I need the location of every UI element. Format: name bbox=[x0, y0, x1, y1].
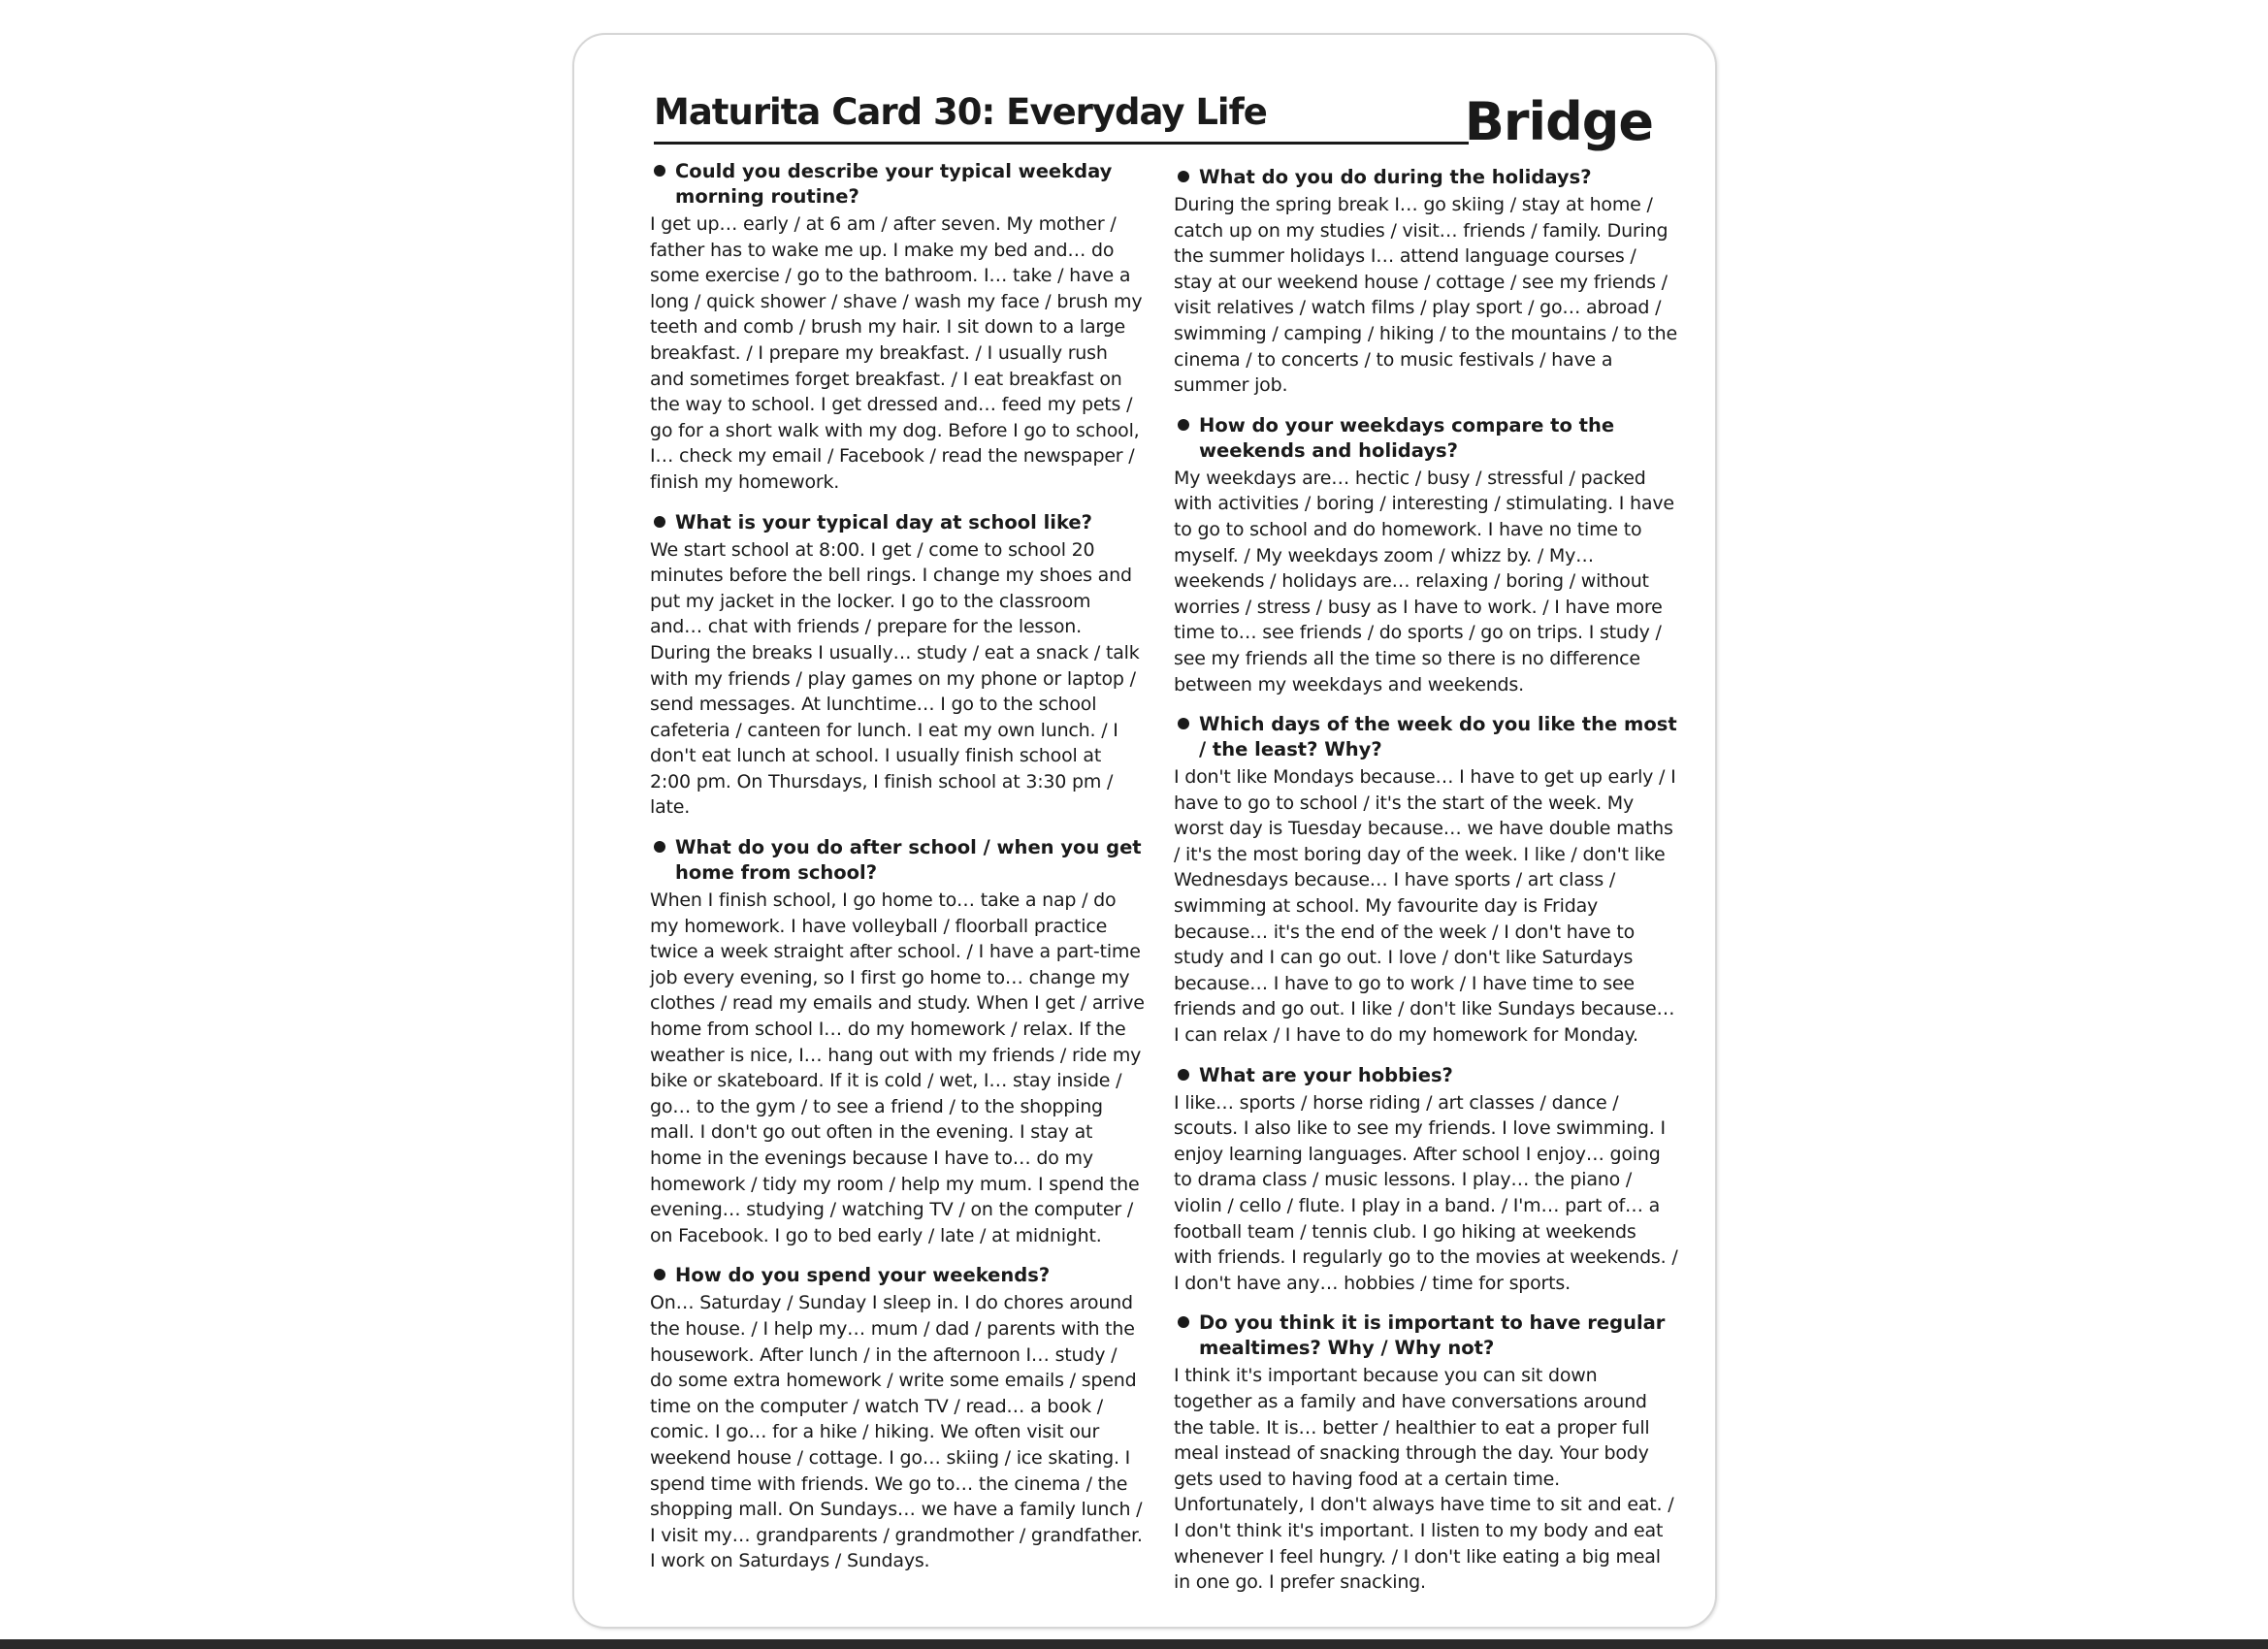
question-text: Could you describe your typical weekday morning routine? bbox=[675, 160, 1113, 208]
qa-item bbox=[1174, 712, 1678, 1049]
question-text: How do you spend your weekends? bbox=[675, 1264, 1051, 1287]
bullet-icon bbox=[1178, 171, 1189, 182]
card-title: Maturita Card 30: Everyday Life bbox=[654, 91, 1267, 133]
answer-text: My weekdays are… hectic / busy / stressful / packed with activities / boring / interesting / stimulating. I have to go to school and do homework. I have no time to myself. / My weekdays zoom / whizz by. / My… weekends / holidays are… relaxing / boring / without worries / stress / busy as I have to work. / I have more time to… see friends / do sports / go on trips. I study / see my friends all the time so there is no difference between my weekdays and weekends. bbox=[1174, 467, 1674, 695]
bridge-logo: Bridge bbox=[1464, 91, 1653, 152]
bullet-icon bbox=[654, 165, 665, 177]
qa-item bbox=[650, 835, 1145, 1248]
answer-text: I think it's important because you can sit down together as a family and have conversations around the table. It is… better / healthier to eat a proper full meal instead of snacking through the day. Your body gets used to having food at a certain time. Unfortunately, I don't always have time to sit and eat. / I don't think it's important. I listen to my body and eat whenever I feel hungry. / I don't like eating a big meal in one go. I prefer snacking. bbox=[1174, 1365, 1674, 1594]
scanner-edge bbox=[0, 1639, 2268, 1649]
question-text: What do you do during the holidays? bbox=[1199, 166, 1592, 188]
qa-item bbox=[1174, 1063, 1678, 1297]
answer-text: When I finish school, I go home to… take a nap / do my homework. I have volleyball / floorball practice twice a week straight after school. / I have a part-time job every evening, so I first go home to… change my clothes / read my emails and study. When I get / arrive home from school I… do my homework / relax. If the weather is nice, I… hang out with my friends / ride my bike or skateboard. If it is cold / wet, I… stay inside / go… to the gym / to see a friend / to the shopping mall. I don't go out often in the evening. I stay at home in the evenings because I have to… do my homework / tidy my room / help my mum. I spend the evening… studying / watching TV / on the computer / on Facebook. I go to bed early / late / at midnight. bbox=[650, 889, 1145, 1246]
answer-text: I don't like Mondays because… I have to get up early / I have to go to school / it's the start of the week. My worst day is Tuesday because… we have double maths / it's the most boring day of the week. I like / don't like Wednesdays because… I have sports / art class / swimming at school. My favourite day is Friday because… it's the end of the week / I don't have to study and I can go out. I love / don't like Saturdays because… I have to go to work / I have time to see friends and go out. I like / don't like Sundays because… I can relax / I have to do my homework for Monday. bbox=[1174, 766, 1676, 1047]
qa-item bbox=[1174, 413, 1678, 697]
bullet-icon bbox=[1178, 1069, 1189, 1081]
answer-text: I like… sports / horse riding / art classes / dance / scouts. I also like to see my friends. I love swimming. I enjoy learning languages. After school I enjoy… going to drama class / music lessons. I play… the piano / violin / cello / flute. I play in a band. / I'm… part of… a football team / tennis club. I go hiking at weekends with friends. I regularly go to the movies at weekends. / I don't have any… hobbies / time for sports. bbox=[1174, 1091, 1678, 1294]
bullet-icon bbox=[654, 1269, 665, 1280]
bullet-icon bbox=[1178, 718, 1189, 729]
bullet-icon bbox=[1178, 419, 1189, 431]
bullet-icon bbox=[654, 841, 665, 853]
left-column bbox=[650, 159, 1145, 1589]
question-text: What are your hobbies? bbox=[1199, 1063, 1453, 1086]
card-header bbox=[654, 62, 1653, 159]
question-text: What do you do after school / when you get home from school? bbox=[675, 836, 1142, 885]
qa-item bbox=[1174, 165, 1678, 399]
bullet-icon bbox=[654, 516, 665, 528]
question-text: What is your typical day at school like? bbox=[675, 510, 1092, 534]
qa-item bbox=[650, 1263, 1145, 1574]
right-column bbox=[1174, 165, 1678, 1610]
answer-text: On… Saturday / Sunday I sleep in. I do chores around the house. / I help my… mum / dad / parents with the housework. After lunch / in the afternoon I… study / do some extra homework / write some emails / spend time on the computer / watch TV / read… a book / comic. I go… for a hike / hiking. We often visit our weekend house / cottage. I go… skiing / ice skating. I spend time with friends. We go to… the cinema / the shopping mall. On Sundays… we have a family lunch / I visit my… grandparents / grandmother / grandfather. I work on Saturdays / Sundays. bbox=[650, 1292, 1143, 1572]
answer-text: During the spring break I… go skiing / stay at home / catch up on my studies / visit… friends / family. During the summer holidays I… attend language courses / stay at our weekend house / cottage / see my friends / visit relatives / watch films / play sport / go… abroad / swimming / camping / hiking / to the mountains / to the cinema / to concerts / to music festivals / have a summer job. bbox=[1174, 194, 1677, 397]
question-text: How do your weekdays compare to the weekends and holidays? bbox=[1199, 413, 1615, 462]
qa-item bbox=[650, 510, 1145, 822]
maturita-card bbox=[572, 33, 1717, 1629]
title-underline bbox=[654, 142, 1469, 145]
bullet-icon bbox=[1178, 1316, 1189, 1328]
answer-text: I get up… early / at 6 am / after seven. My mother / father has to wake me up. I make my bed and… do some exercise / go to the bathroom. I… take / have a long / quick shower / shave / wash my face / brush my teeth and comb / brush my hair. I sit down to a large breakfast. / I prepare my breakfast. / I usually rush and sometimes forget breakfast. / I eat breakfast on the way to school. I get dressed and… feed my pets / go for a short walk with my dog. Before I go to school, I… check my email / Facebook / read the newspaper / finish my homework. bbox=[650, 213, 1143, 493]
qa-item bbox=[650, 159, 1145, 496]
question-text: Do you think it is important to have regular mealtimes? Why / Why not? bbox=[1199, 1311, 1666, 1360]
qa-item bbox=[1174, 1310, 1678, 1595]
answer-text: We start school at 8:00. I get / come to school 20 minutes before the bell rings. I change my shoes and put my jacket in the locker. I go to the classroom and… chat with friends / prepare for the lesson. During the breaks I usually… study / eat a snack / talk with my friends / play games on my phone or laptop / send messages. At lunchtime… I go to the school cafeteria / canteen for lunch. I eat my own lunch. / I don't eat lunch at school. I usually finish school at 2:00 pm. On Thursdays, I finish school at 3:30 pm / late. bbox=[650, 538, 1140, 819]
question-text: Which days of the week do you like the most / the least? Why? bbox=[1199, 713, 1677, 761]
